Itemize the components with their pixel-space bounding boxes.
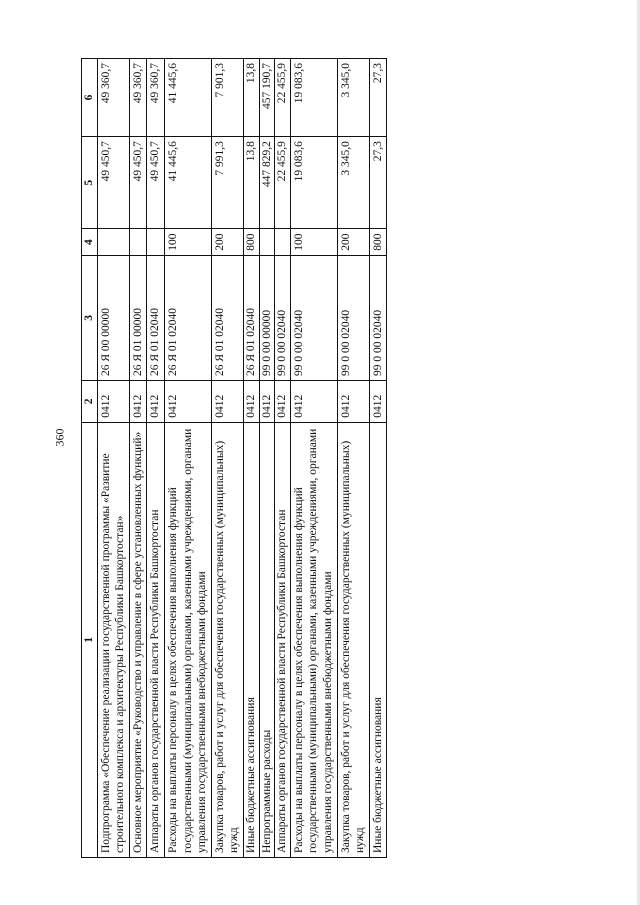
expense-type-code [147,229,165,255]
expense-type-code: 100 [164,229,211,255]
amount-col-5: 49 450,7 [129,137,147,229]
target-article-code: 26 Я 01 02040 [244,308,257,377]
section-code: 0412 [290,381,337,423]
section-code: 0412 [337,381,369,423]
target-article-code: 26 Я 00 00000 [97,255,129,380]
row-name: Закупка товаров, работ и услуг для обеспечения государственных (муниципальных) нужд [211,422,243,857]
table-row [369,59,387,858]
target-article-code: 99 0 00 00000 [259,256,275,380]
amount-col-5-group [243,137,290,229]
expense-type-code: 200 [337,229,369,255]
budget-table [81,58,387,858]
table-row [129,59,147,858]
row-name-group [243,422,290,857]
amount-col-5: 27,3 [369,137,387,229]
section-code: 0412 [274,381,290,422]
amount-col-6-group [243,59,290,137]
table-row [290,59,337,858]
section-code: 0412 [369,381,387,423]
column-header-4: 4 [82,229,98,255]
expense-type-code: 100 [290,229,337,255]
amount-col-6: 49 360,7 [129,59,147,137]
amount-col-6: 7 901,3 [211,59,243,137]
column-header-1: 1 [82,422,98,857]
target-article-code: 26 Я 01 00000 [129,255,147,380]
table-row [337,59,369,858]
expense-type-code [274,229,290,254]
row-name: Иные бюджетные ассигнования [369,422,387,857]
column-header-6: 6 [82,59,98,137]
amount-col-6: 3 345,0 [337,59,369,137]
row-name: Иные бюджетные ассигнования [244,697,257,853]
amount-col-6: 22 455,9 [274,59,290,136]
row-name: Подпрограмма «Обеспечение реализации государственной программы «Развитие строительного комплекса и архитектуры Республики Башкортостан» [97,422,129,857]
amount-col-5: 49 450,7 [147,137,165,229]
amount-col-6: 13,8 [244,63,257,84]
expense-type-code: 800 [369,229,387,255]
section-code: 0412 [129,381,147,423]
amount-col-5: 13,8 [244,141,257,162]
amount-col-6: 19 083,6 [290,59,337,137]
row-name: Аппараты органов государственной власти Республики Башкортостан [147,422,165,857]
row-name: Закупка товаров, работ и услуг для обеспечения государственных (муниципальных) нужд [337,422,369,857]
amount-col-5: 7 991,3 [211,137,243,229]
column-header-2: 2 [82,381,98,423]
row-name: Аппараты органов государственной власти Республики Башкортостан [274,423,290,857]
amount-col-5: 41 445,6 [164,137,211,229]
amount-col-5: 447 829,2 [259,137,275,228]
section-code: 0412 [164,381,211,423]
target-article-code: 26 Я 01 02040 [211,255,243,380]
rotated-table-wrapper [81,58,562,858]
target-article-code: 99 0 00 02040 [274,256,290,380]
table-row [164,59,211,858]
section-code: 0412 [259,381,275,422]
table-row [211,59,243,858]
row-name: Непрограммные расходы [259,423,275,857]
page-number: 360 [52,428,67,447]
header-row [82,59,98,858]
amount-col-6: 27,3 [369,59,387,137]
column-header-3: 3 [82,255,98,380]
target-article-code-group [243,255,290,380]
amount-col-6: 49 360,7 [97,59,129,137]
row-name: Основное мероприятие «Руководство и управление в сфере установленных функций» [129,422,147,857]
row-name: Расходы на выплаты персоналу в целях обеспечения выполнения функций государственными (муниципальными) органами, казенными учреждениями, органами управления государственными внебюджетными фондами [164,422,211,857]
section-code: 0412 [97,381,129,423]
amount-col-5: 22 455,9 [274,137,290,228]
target-article-code: 26 Я 01 02040 [147,255,165,380]
amount-col-6: 41 445,6 [164,59,211,137]
target-article-code: 99 0 00 02040 [369,255,387,380]
section-code: 0412 [244,394,257,418]
amount-col-5: 3 345,0 [337,137,369,229]
amount-col-6: 49 360,7 [147,59,165,137]
target-article-code: 99 0 00 02040 [337,255,369,380]
amount-col-5: 19 083,6 [290,137,337,229]
expense-type-code [129,229,147,255]
amount-col-6: 457 190,7 [259,59,275,136]
table-row [147,59,165,858]
expense-type-code [97,229,129,255]
section-code-group [243,381,290,423]
row-name: Расходы на выплаты персоналу в целях обеспечения выполнения функций государственными (муниципальными) органами, казенными учреждениями, органами управления государственными внебюджетными фондами [290,422,337,857]
expense-type-code [259,229,275,254]
amount-col-5: 49 450,7 [97,137,129,229]
target-article-code: 99 0 00 02040 [290,255,337,380]
section-code: 0412 [211,381,243,423]
expense-type-code: 200 [211,229,243,255]
table-row-group [243,59,290,858]
expense-type-code: 800 [244,233,257,251]
section-code: 0412 [147,381,165,423]
column-header-5: 5 [82,137,98,229]
expense-type-code-group [243,229,290,255]
target-article-code: 26 Я 01 02040 [164,255,211,380]
table-row [97,59,129,858]
